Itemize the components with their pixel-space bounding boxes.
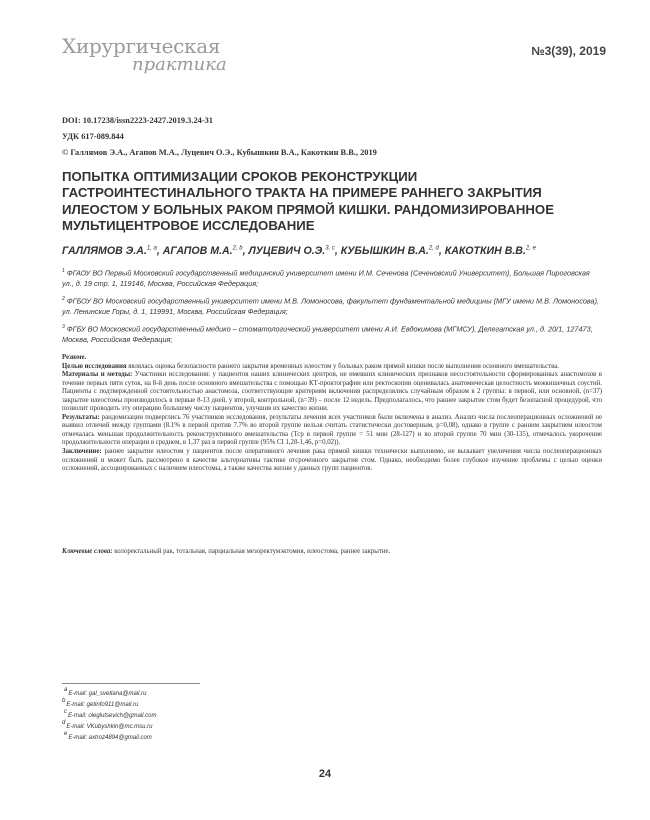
email-marker: e (64, 731, 68, 737)
journal-name-script: практика (132, 54, 227, 75)
author-affiliation-ref: 2, e (525, 245, 536, 252)
affiliation-number: 3 (62, 324, 65, 330)
journal-logo (62, 34, 242, 78)
email-address[interactable]: E-mail: getinfo911@mail.ru (66, 702, 139, 708)
email-marker: a (64, 687, 68, 693)
results-label: Результаты: (62, 413, 100, 421)
copyright: © Галлямов Э.А., Агапов М.А., Луцевич О.Э., Кубышкин В.А., Какоткин В.В., 2019 (62, 148, 377, 157)
author-name: АГАПОВ М.А. (162, 245, 233, 257)
author-name: КАКОТКИН В.В. (444, 245, 526, 257)
email-footnotes (62, 687, 156, 742)
author-affiliation-ref: 2, b (232, 245, 243, 252)
journal-name: Хирургическая (62, 34, 221, 58)
article-title: ПОПЫТКА ОПТИМИЗАЦИИ СРОКОВ РЕКОНСТРУКЦИИ ГАСТРОИНТЕСТИНАЛЬНОГО ТРАКТА НА ПРИМЕРЕ РАННЕГО ЗАКРЫТИЯ ИЛЕОСТОМ У БОЛЬНЫХ РАКОМ ПРЯМОЙ КИШКИ. РАНДОМИЗИРОВАННОЕ МУЛЬТИЦЕНТРОВОЕ ИССЛЕДОВАНИЕ (62, 169, 554, 234)
email-footnote (62, 720, 156, 731)
author-name: КУБЫШКИН В.А. (340, 245, 429, 257)
aim-text: являлась оценка безопасности раннего закрытия временных илеостом у больных раком прямой кишки после выполнения основного вмешательства. (126, 362, 559, 370)
email-marker: d (62, 720, 66, 726)
methods-label: Материалы и методы: (62, 371, 133, 379)
email-marker: c (64, 709, 67, 715)
conclusion-label: Заключение: (62, 448, 102, 456)
affiliation (62, 266, 602, 289)
author-affiliation-ref: 3, c (325, 245, 335, 252)
email-address[interactable]: E-mail: VKubyshkin@mc.msu.ru (66, 724, 153, 730)
email-address[interactable]: E-mail: axtroz4894@gmail.com (68, 735, 152, 741)
affiliation-number: 2 (62, 296, 65, 302)
affiliation-text: ФГБУ ВО Московский государственный медико – стоматологический университет имени А.И. Евдокимова (МГМСУ), Делегатская ул., д. 20/1, 127473, Москва, Российская Федерация; (62, 324, 593, 344)
udk: УДК 617-089.844 (62, 132, 124, 141)
affiliation (62, 322, 602, 345)
affiliation-number: 1 (62, 268, 65, 274)
doi: DOI: 10.17238/issn2223-2427.2019.3.24-31 (62, 116, 213, 125)
affiliation-text: ФГАОУ ВО Первый Московский государственный медицинский университет имени И.М. Сеченова (Сеченовский Университет), Большая Пироговская ул., д. 19 стр. 1, 119146, Москва, Российская Федерация; (62, 268, 590, 288)
author-affiliation-ref: 2, d (428, 245, 439, 252)
email-footnote (64, 731, 156, 742)
email-footnote (62, 698, 156, 709)
email-marker: b (62, 698, 66, 704)
author-name: ГАЛЛЯМОВ Э.А. (62, 245, 147, 257)
affiliation (62, 294, 602, 317)
keywords-label: Ключевые слова: (62, 548, 113, 555)
page-number: 24 (318, 768, 332, 780)
email-address[interactable]: E-mail: gal_svetlana@mail.ru (68, 691, 147, 697)
email-footnote (64, 687, 156, 698)
conclusion-text: раннее закрытие илеостом у пациентов после оперативного лечения рака прямой кишки технически выполнимо, не вызывает увеличения числа послеоперационных осложнений и может быть рассмотрено в качестве альтернативы тактике отсроченного закрытия стом. Однако, необходимо более глубокое изучение проблемы с целью оценки осложнений, ассоциированных с наличием илеостомы, а также качества жизни у данных групп пациентов. (62, 448, 602, 473)
aim-label: Целью исследования (62, 362, 127, 370)
issue-number: №3(39), 2019 (531, 44, 606, 58)
author-name: ЛУЦЕВИЧ О.Э. (248, 245, 326, 257)
affiliation-text: ФГБОУ ВО Московский государственный университет имени М.В. Ломоносова, факультет фундаментальной медицины (МГУ имени М.В. Ломоносова), ул. Ленинские Горы, д. 1, 119991, Москва, Российская Федерация; (62, 296, 600, 316)
email-footnote (64, 709, 156, 720)
author-list: ГАЛЛЯМОВ Э.А.$^{1, a}$, АГАПОВ М.А.$^{2, b}$, ЛУЦЕВИЧ О.Э.$^{3, c}$, КУБЫШКИН В.А.$^{2, d}$, КАКОТКИН В.В.$^{2, e}$ (62, 245, 536, 257)
results-text: рандомизации подверглись 76 участников исследования, результаты лечения всех участников были включены в анализ. Анализ числа послеоперационных осложнений не выявил отличий между группами (8.1% в первой против 7.7% во второй группе нельзя считать статистически достоверным, p=0,08), однако в группе с ранним закрытием илеостом отмечалась меньшая продолжительность реконструктивного вмешательства (Тср в первой группе = 51 мин (28-127) и во второй группе 70 мин (30-135), отмечалось укорочение продолжительности операции в среднем, в 1,37 раз в первой группе (95% CI 1,28-1,46, p=0,02)). (62, 413, 602, 447)
footnote-divider (62, 683, 200, 684)
keywords (62, 548, 602, 557)
methods-text: Участники исследования: у пациентов наших клинических центров, не имевших клинических признаков несостоятельности сформированных анастомозов в течение первых пяти суток, на 8-й день после основного вмешательства с помощью КТ-проктографии или ректоскопии оценивалась анатомическая целостность межкишечных соустий. Пациенты с подтвержденной состоятельностью анастомоза, соответствующие критериям включения распределялись случайным образом в 2 группы: в первой, или основной, (n=37) закрытие илеостомы производилось в первые 8-13 дней, у второй, контрольной, (n=39) – после 12 недель. Предполагалось, что раннее закрытие стом будет безопасной процедурой, что позволит проводить эту операцию большему числу пациентов, улучшив их качество жизни. (62, 371, 602, 413)
abstract-heading: Резюме. (62, 354, 87, 361)
keywords-text: колоректальный рак, тотальная, парциальная мезоректумэктомия, илеостома, раннее закрытие. (112, 548, 391, 555)
abstract (62, 354, 602, 474)
author-affiliation-ref: 1, a (146, 245, 157, 252)
email-address[interactable]: E-mail: oleglutsevich@gmail.com (68, 713, 157, 719)
